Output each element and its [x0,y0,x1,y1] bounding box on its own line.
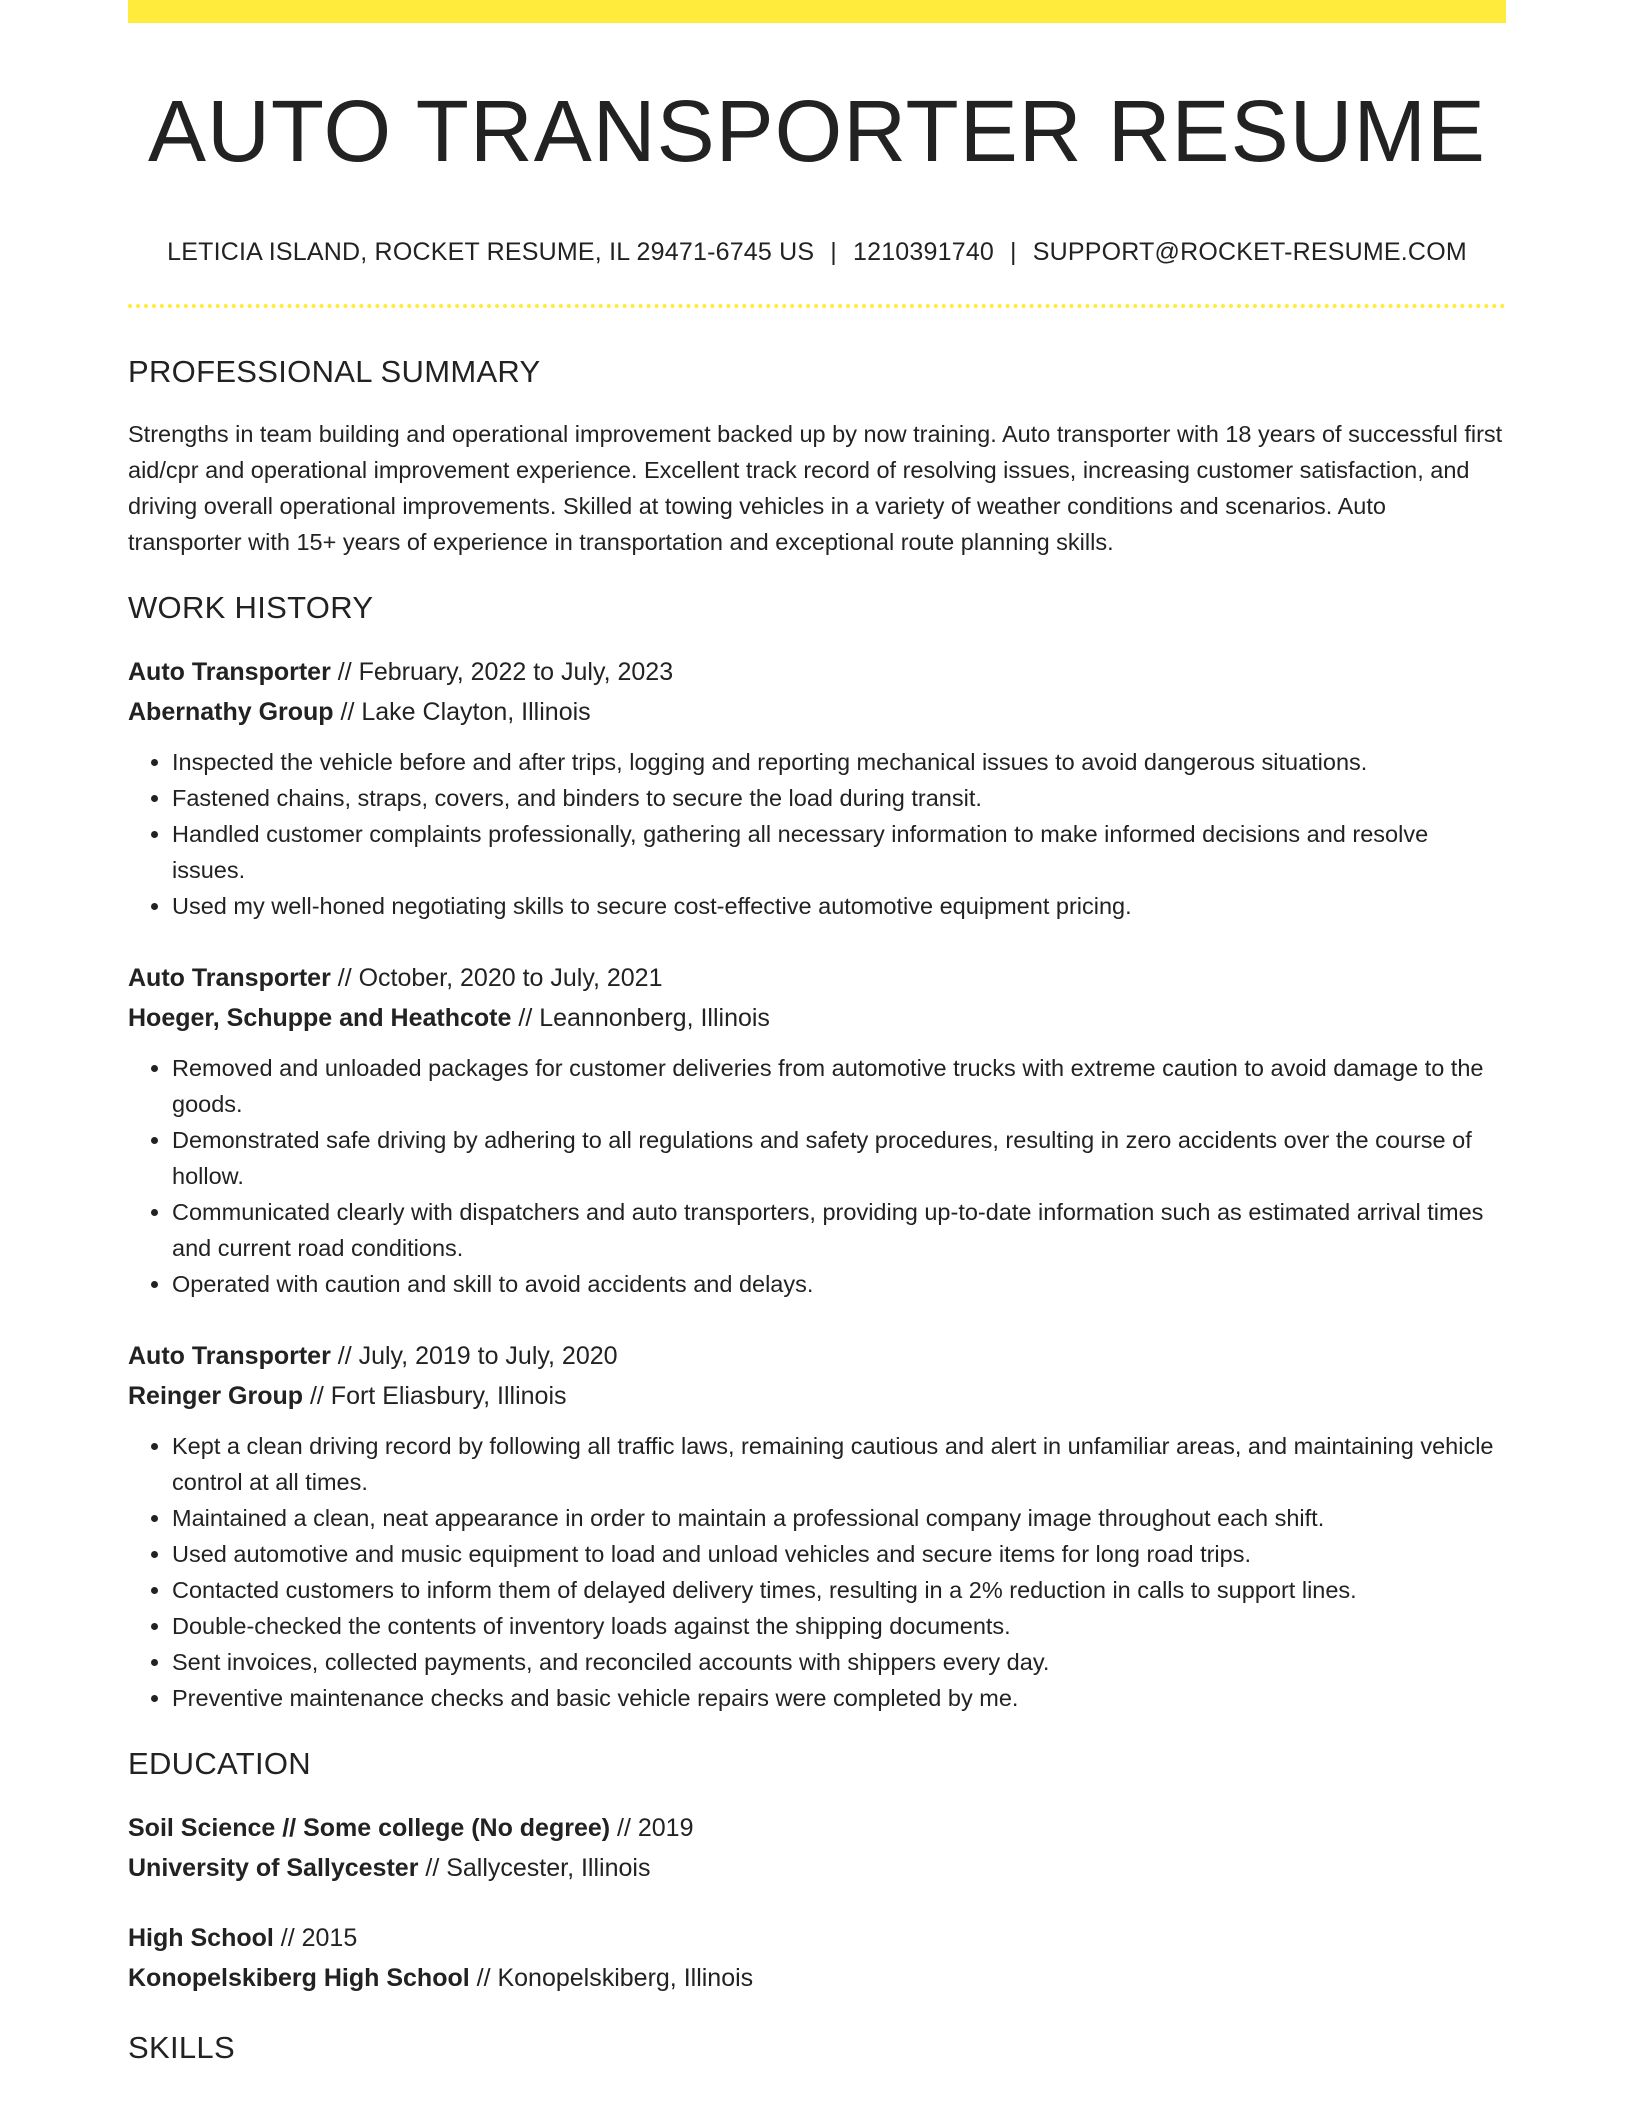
job-bullet: • Demonstrated safe driving by adhering to all regulations and safety procedures, resulting in zero accidents over the course of hollow. [172,1122,1506,1194]
job-company: Abernathy Group [128,698,334,726]
job-dates: // October, 2020 to July, 2021 [330,964,663,992]
job-bullet: • Operated with caution and skill to avoid accidents and delays. [172,1266,1506,1302]
job-location: // Fort Eliasbury, Illinois [303,1382,567,1410]
contact-email[interactable]: SUPPORT@ROCKET-RESUME.COM [1032,238,1467,266]
job-bullet: • Communicated clearly with dispatchers and auto transporters, providing up-to-date information such as estimated arrival times and current road conditions. [172,1194,1506,1266]
job-company-line [128,692,1506,732]
job-title: Auto Transporter [128,964,331,992]
education-location: // Sallycester, Illinois [418,1854,651,1882]
education-heading: EDUCATION [128,1746,311,1781]
education-degree: High School [128,1924,274,1952]
job-bullet: • Used automotive and music equipment to load and unload vehicles and secure items for long road trips. [172,1536,1506,1572]
education-year: // 2019 [610,1814,694,1842]
contact-phone: 1210391740 [852,238,995,266]
job-company: Hoeger, Schuppe and Heathcote [128,1004,512,1032]
job-bullet: • Sent invoices, collected payments, and reconciled accounts with shippers every day. [172,1644,1506,1680]
job-entry [128,652,1506,924]
resume-content [128,0,1506,2068]
job-bullet: • Preventive maintenance checks and basic vehicle repairs were completed by me. [172,1680,1506,1716]
job-bullet: • Maintained a clean, neat appearance in order to maintain a professional company image throughout each shift. [172,1500,1506,1536]
job-company: Reinger Group [128,1382,304,1410]
job-bullet: • Kept a clean driving record by following all traffic laws, remaining cautious and alert in unfamiliar areas, and maintaining vehicle control at all times. [172,1428,1506,1500]
dotted-divider [128,304,1506,308]
job-company-line [128,998,1506,1038]
education-degree: Soil Science // Some college (No degree) [128,1814,611,1842]
education-year: // 2015 [273,1924,358,1952]
job-bullets [128,744,1506,924]
resume-title: AUTO TRANSPORTER RESUME [148,83,1486,180]
education-school: University of Sallycester [128,1854,419,1882]
education-school-line [128,1848,1506,1888]
education-entry [128,1808,1506,1888]
job-title: Auto Transporter [128,1342,331,1370]
contact-separator: | [1010,238,1017,266]
job-bullet: • Handled customer complaints professionally, gathering all necessary information to make informed decisions and resolve issues. [172,816,1506,888]
job-entry [128,1336,1506,1716]
job-bullet: • Used my well-honed negotiating skills to secure cost-effective automotive equipment pricing. [172,888,1506,924]
job-bullet: • Double-checked the contents of inventory loads against the shipping documents. [172,1608,1506,1644]
job-bullet: • Contacted customers to inform them of delayed delivery times, resulting in a 2% reduction in calls to support lines. [172,1572,1506,1608]
job-dates: // July, 2019 to July, 2020 [330,1342,618,1370]
job-title-line [128,958,1506,998]
education-school-line [128,1958,1506,1998]
job-location: // Leannonberg, Illinois [511,1004,770,1032]
job-bullet: • Inspected the vehicle before and after trips, logging and reporting mechanical issues to avoid dangerous situations. [172,744,1506,780]
job-bullets [128,1428,1506,1716]
job-location: // Lake Clayton, Illinois [333,698,591,726]
contact-line [128,236,1506,268]
job-title-line [128,652,1506,692]
skills-heading: SKILLS [128,2030,235,2065]
job-company-line [128,1376,1506,1416]
education-entry [128,1918,1506,1998]
job-entry [128,958,1506,1302]
job-bullet: • Removed and unloaded packages for customer deliveries from automotive trucks with extreme caution to avoid damage to the goods. [172,1050,1506,1122]
education-school: Konopelskiberg High School [128,1964,470,1992]
education-location: // Konopelskiberg, Illinois [469,1964,754,1992]
contact-address: LETICIA ISLAND, ROCKET RESUME, IL 29471-6745 US [167,238,815,266]
job-dates: // February, 2022 to July, 2023 [330,658,674,686]
summary-text: Strengths in team building and operational improvement backed up by now training. Auto transporter with 18 years of successful first aid/cpr and operational improvement experience. Excellent track record of resolving issues, increasing customer satisfaction, and driving overall operational improvements. Skilled at towing vehicles in a variety of weather conditions and scenarios. Auto transporter with 15+ years of experience in transportation and exceptional route planning skills. [128,421,1503,555]
work-history-heading: WORK HISTORY [128,590,374,625]
job-bullet: • Fastened chains, straps, covers, and binders to secure the load during transit. [172,780,1506,816]
contact-separator: | [830,238,837,266]
job-bullets [128,1050,1506,1302]
education-degree-line [128,1918,1506,1958]
summary-heading: PROFESSIONAL SUMMARY [128,354,541,389]
job-title-line [128,1336,1506,1376]
education-degree-line [128,1808,1506,1848]
job-title: Auto Transporter [128,658,331,686]
